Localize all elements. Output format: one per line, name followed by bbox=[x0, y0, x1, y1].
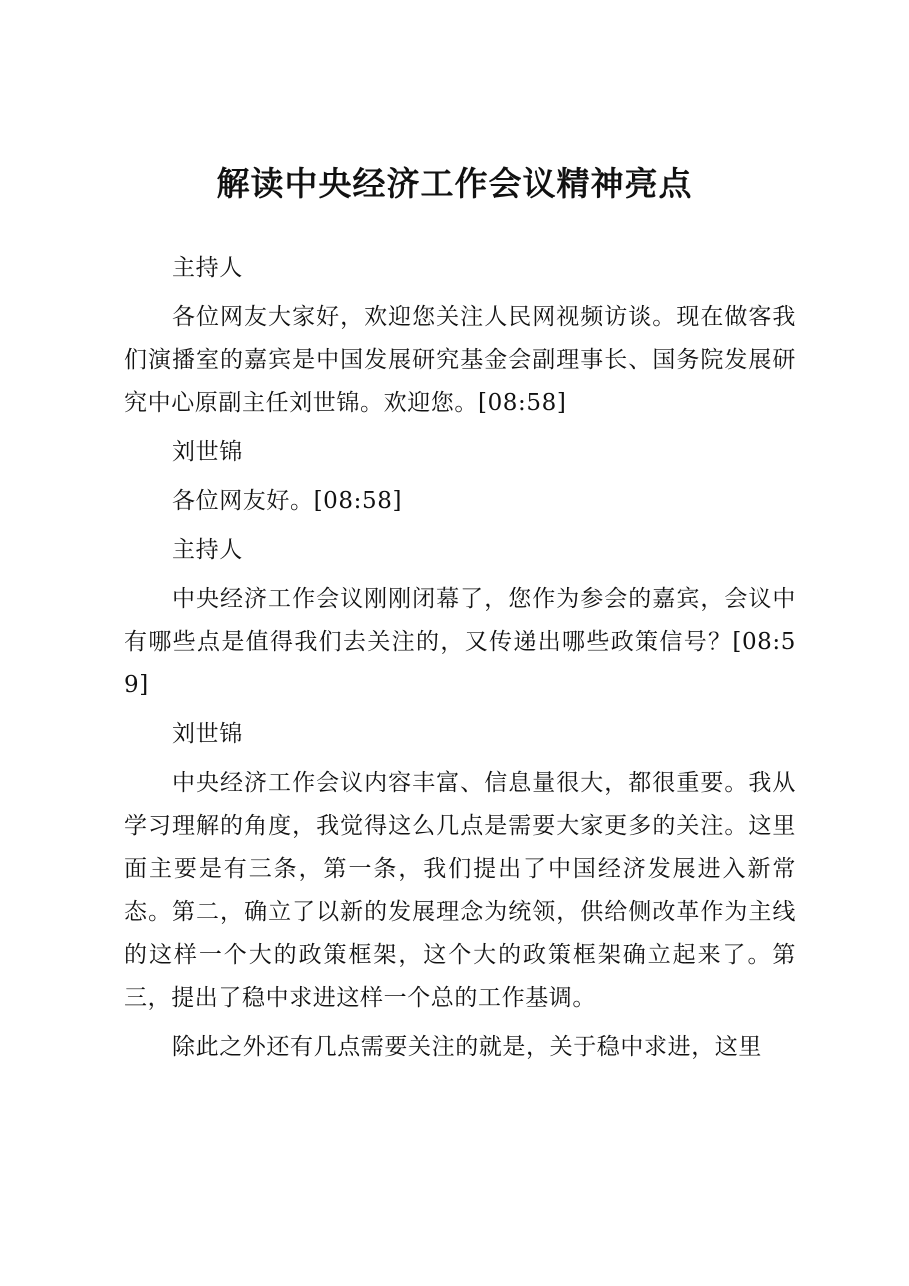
document-body bbox=[124, 247, 796, 1075]
speaker-label: 刘世锦 bbox=[172, 721, 243, 747]
paragraph: 中央经济工作会议刚刚闭幕了，您作为参会的嘉宾，会议中有哪些点是值得我们去关注的，又传递出哪些政策信号？[08:59] bbox=[124, 586, 796, 698]
paragraph: 各位网友大家好，欢迎您关注人民网视频访谈。现在做客我们演播室的嘉宾是中国发展研究基金会副理事长、国务院发展研究中心原副主任刘世锦。欢迎您。[08:58] bbox=[124, 304, 796, 416]
speaker-label: 主持人 bbox=[172, 255, 243, 281]
paragraph: 各位网友好。[08:58] bbox=[172, 488, 403, 514]
paragraph: 除此之外还有几点需要关注的就是，关于稳中求进，这里 bbox=[172, 1034, 762, 1060]
speaker-label: 刘世锦 bbox=[172, 439, 243, 465]
speaker-label: 主持人 bbox=[172, 537, 243, 563]
page-title: 解读中央经济工作会议精神亮点 bbox=[216, 164, 693, 203]
paragraph: 中央经济工作会议内容丰富、信息量很大，都很重要。我从学习理解的角度，我觉得这么几点是需要大家更多的关注。这里面主要是有三条，第一条，我们提出了中国经济发展进入新常态。第二，确立了以新的发展理念为统领，供给侧改革作为主线的这样一个大的政策框架，这个大的政策框架确立起来了。第三，提出了稳中求进这样一个总的工作基调。 bbox=[124, 770, 796, 1011]
